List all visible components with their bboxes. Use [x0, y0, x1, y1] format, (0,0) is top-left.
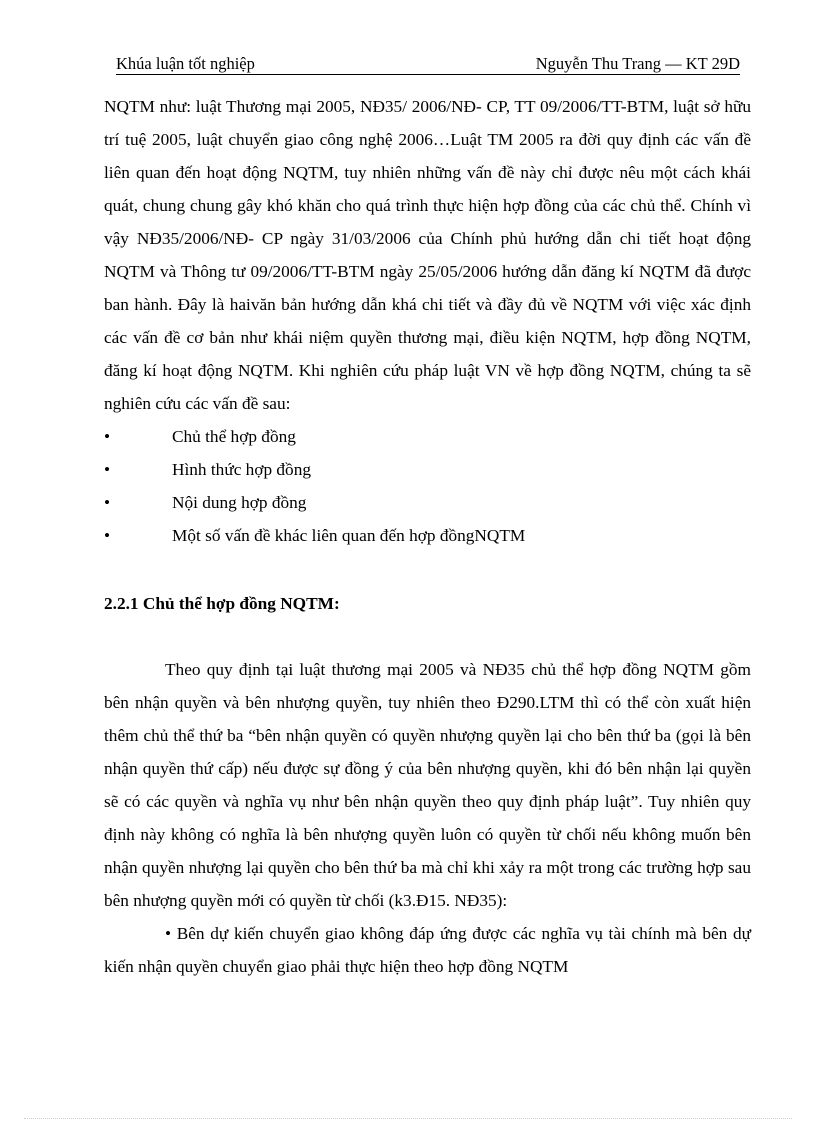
list-item: [104, 453, 751, 486]
list-item-text: Nội dung hợp đồng: [172, 493, 307, 512]
document-body: [104, 90, 751, 983]
header-title: Khúa luận tốt nghiệp: [116, 54, 255, 73]
topic-list: [104, 420, 751, 552]
list-item: [104, 420, 751, 453]
header-author: Nguyễn Thu Trang — KT 29D: [535, 54, 740, 73]
list-item-text: Một số vấn đề khác liên quan đến hợp đồngNQTM: [172, 526, 526, 545]
bullet-icon: •: [104, 526, 111, 545]
bullet-icon: •: [104, 493, 111, 512]
bullet-icon: •: [104, 427, 111, 446]
page-header: [116, 54, 740, 75]
list-item: [104, 486, 751, 519]
page-bottom-divider: [24, 1118, 792, 1119]
list-item: [104, 519, 751, 552]
list-item-text: Hình thức hợp đồng: [172, 460, 311, 479]
body-paragraph: Theo quy định tại luật thương mại 2005 và NĐ35 chủ thể hợp đồng NQTM gồm bên nhận quyền và bên nhượng quyền, tuy nhiên theo Đ290.LTM thì có thể còn xuất hiện thêm chủ thể thứ ba “bên nhận quyền có quyền nhượng quyền lại cho bên thứ ba (gọi là bên nhận quyền thứ cấp) nếu được sự đồng ý của bên nhượng quyền, khi đó bên nhận lại quyền sẽ có các quyền và nghĩa vụ như bên nhận quyền theo quy định pháp luật”. Tuy nhiên quy định này không có nghĩa là bên nhượng quyền luôn có quyền từ chối nếu không muốn bên nhận quyền nhượng lại quyền cho bên thứ ba mà chỉ khi xảy ra một trong các trường hợp sau bên nhượng quyền mới có quyền từ chối (k3.Đ15. NĐ35):: [104, 660, 751, 910]
body-paragraph: • Bên dự kiến chuyển giao không đáp ứng được các nghĩa vụ tài chính mà bên dự kiến nhận quyền chuyển giao phải thực hiện theo hợp đồng NQTM: [104, 924, 751, 976]
bullet-icon: •: [104, 460, 111, 479]
section-heading: 2.2.1 Chủ thể hợp đồng NQTM:: [104, 594, 340, 613]
list-item-text: Chủ thể hợp đồng: [172, 427, 296, 446]
body-paragraph: NQTM như: luật Thương mại 2005, NĐ35/ 2006/NĐ- CP, TT 09/2006/TT-BTM, luật sở hữu trí tuệ 2005, luật chuyển giao công nghệ 2006…Luật TM 2005 ra đời quy định các vấn đề liên quan đến hoạt động NQTM, tuy nhiên những vấn đề này chỉ được nêu một cách khái quát, chung chung gây khó khăn cho quá trình thực hiện hợp đồng của các chủ thể. Chính vì vậy NĐ35/2006/NĐ- CP ngày 31/03/2006 của Chính phủ hướng dẫn chi tiết hoạt động NQTM và Thông tư 09/2006/TT-BTM ngày 25/05/2006 hướng dẫn đăng kí NQTM đã được ban hành. Đây là haivăn bản hướng dẫn khá chi tiết và đầy đủ về NQTM với việc xác định các vấn đề cơ bản như khái niệm quyền thương mại, điều kiện NQTM, hợp đồng NQTM, đăng kí hoạt động NQTM. Khi nghiên cứu pháp luật VN về hợp đồng NQTM, chúng ta sẽ nghiên cứu các vấn đề sau:: [104, 97, 751, 413]
